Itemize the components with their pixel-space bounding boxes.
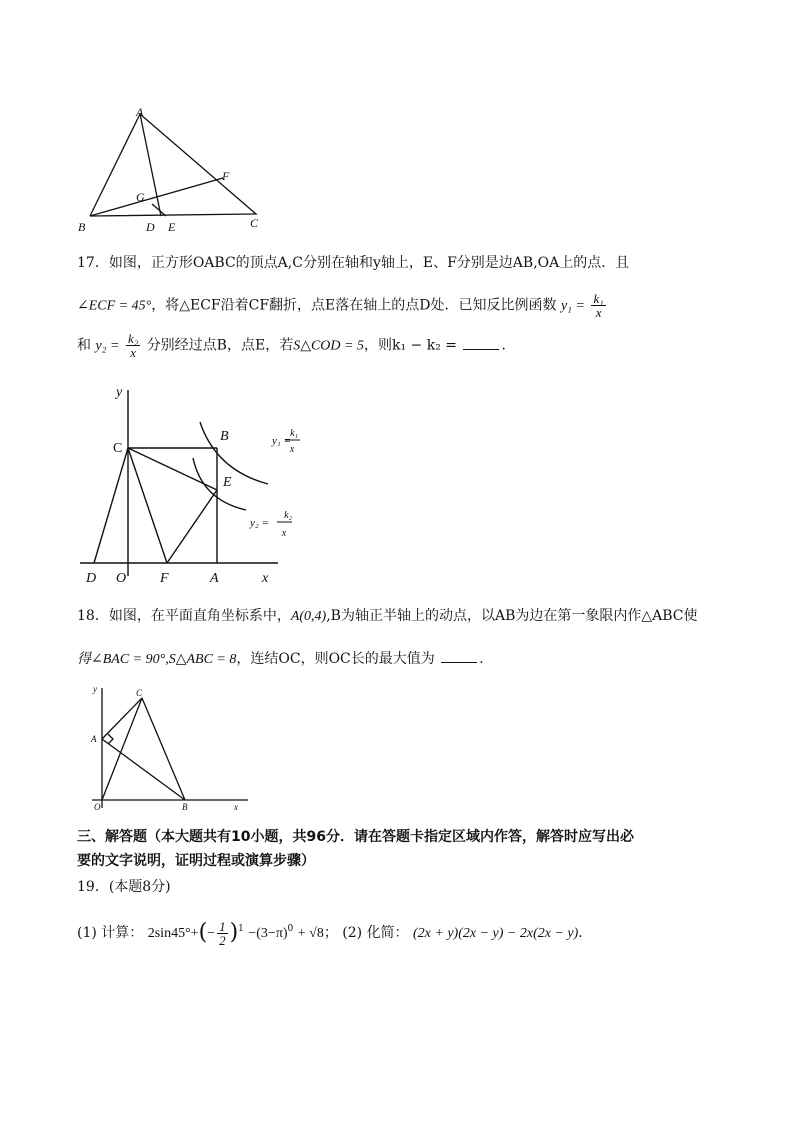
q19-separator: ； (323, 925, 338, 941)
q19-part1-fraction (217, 920, 228, 947)
q17-y1-lhs: y₁ = (560, 298, 585, 314)
q19-part1-term-c: + √8 (297, 926, 324, 941)
q17-x: x (595, 305, 602, 320)
label-b: B (78, 220, 86, 234)
q17-ask: ，则k₁ − k₂ = (363, 337, 457, 354)
q17-line-3 (77, 332, 515, 359)
q18-end: ． (479, 651, 494, 667)
fig3-label-y: y (93, 684, 97, 694)
q17-and: 和 (77, 337, 91, 354)
q19-header: 19．(本题8分) (77, 879, 171, 895)
fig2-y1-den: x (289, 444, 295, 455)
fig2-y2-num: k₂ (284, 510, 292, 521)
fig2-label-c: C (113, 441, 123, 456)
q17-y1-fraction (591, 292, 605, 319)
section-3-heading-line-1: 三、解答题（本大题共有10小题，共96分．请在答题卡指定区域内作答，解答时应写出必 (77, 829, 634, 845)
fig2-label-f: F (160, 571, 169, 586)
label-d: D (146, 220, 155, 234)
figure-right-triangle-abc (88, 682, 258, 812)
q19-parts: (1) 计算： 2sin45°+(− $\frac{1}{2}$ )$^1 -(3-\pi)^0 + √8$； (2) 化简： (2x + y)(2x − y) − 2x(2x − y)． (77, 918, 593, 948)
q19-num: 1 (219, 918, 226, 934)
q17-answer-blank[interactable] (463, 337, 499, 350)
q18-text-1b: ,B为轴正半轴上的动点，以AB为边在第一象限内作△ABC使 (326, 608, 698, 624)
q17-angle-condition: ∠ECF = 45° (77, 298, 152, 314)
fig3-label-o: O (94, 802, 101, 812)
q19-part1-label: (1) 计算： (77, 925, 144, 941)
section-3-heading-line-2: 要的文字说明，证明过程或演算步骤） (77, 853, 315, 869)
fig2-label-b: B (220, 429, 229, 444)
q18-conditions: 得∠BAC = 90°,S△ABC = 8 (77, 652, 237, 667)
q19-den: 2 (219, 932, 226, 948)
q19-end: ． (578, 925, 593, 941)
q17-text-3: 分别经过点B，点E，若 (146, 337, 294, 354)
fig2-label-e: E (223, 475, 232, 490)
fig2-y1-num: k₁ (290, 428, 298, 439)
fig2-y1-lhs: y₁ = (272, 435, 291, 447)
q17-k2: k₂ (127, 331, 139, 346)
q18-text-1a: 如图，在平面直角坐标系中， (108, 608, 291, 624)
q17-line-1 (77, 252, 629, 274)
q17-area-condition: S△COD = 5 (293, 338, 364, 354)
fig2-y2-lhs: y₂ = (250, 517, 269, 529)
q18-line-1 (77, 605, 698, 628)
q18-line-2 (77, 648, 493, 671)
fig2-y2-den: x (281, 528, 287, 539)
label-a: A (136, 105, 144, 119)
q17-number: 17． (77, 255, 109, 271)
q19-part2-label: (2) 化简： (342, 925, 409, 941)
q19-exp-0: 0 (287, 924, 294, 934)
q18-text-2b: ，连结OC，则OC长的最大值为 (236, 651, 435, 667)
label-e: E (168, 220, 176, 234)
fig3-label-b: B (182, 802, 188, 812)
q19-part2-expression: (2x + y)(2x − y) − 2x(2x − y) (413, 926, 579, 941)
q17-x2: x (130, 345, 136, 360)
q18-point-a: A(0,4) (290, 609, 327, 624)
q18-answer-blank[interactable] (441, 650, 477, 663)
fig2-label-o: O (116, 571, 127, 586)
q17-y2-lhs: y₂ = (95, 338, 120, 354)
q19-part1-term-b: −(3−π) (248, 926, 288, 941)
q19-part1-neg: − (207, 926, 216, 941)
label-g: G (136, 190, 145, 204)
fig2-label-y: y (116, 385, 123, 400)
q19-exp-1: 1 (238, 924, 244, 934)
q17-y2-fraction (126, 332, 140, 359)
q17-line-2 (77, 292, 608, 319)
fig3-label-x: x (234, 802, 238, 812)
q19-part1-term-a: 2sin45°+ (147, 926, 199, 941)
fig3-label-a: A (91, 734, 97, 744)
figure-triangle-abc (76, 104, 276, 234)
label-c: C (250, 216, 259, 230)
q17-k1: k₁ (593, 291, 604, 306)
q17-text-2: ，将△ECF沿着CF翻折，点E落在轴上的点D处．已知反比例函数 (151, 297, 557, 314)
fig2-label-a: A (210, 571, 219, 586)
fig3-label-c: C (136, 688, 143, 698)
q17-end: ． (501, 337, 516, 354)
q18-number: 18． (77, 608, 109, 624)
fig2-label-x: x (262, 571, 269, 586)
q17-text-1: 如图，正方形OABC的顶点A,C分别在轴和y轴上，E、F分别是边AB,OA上的点．且 (108, 255, 630, 271)
figure-square-hyperbola (78, 378, 303, 588)
label-f: F (222, 169, 230, 183)
fig2-label-d: D (86, 571, 97, 586)
